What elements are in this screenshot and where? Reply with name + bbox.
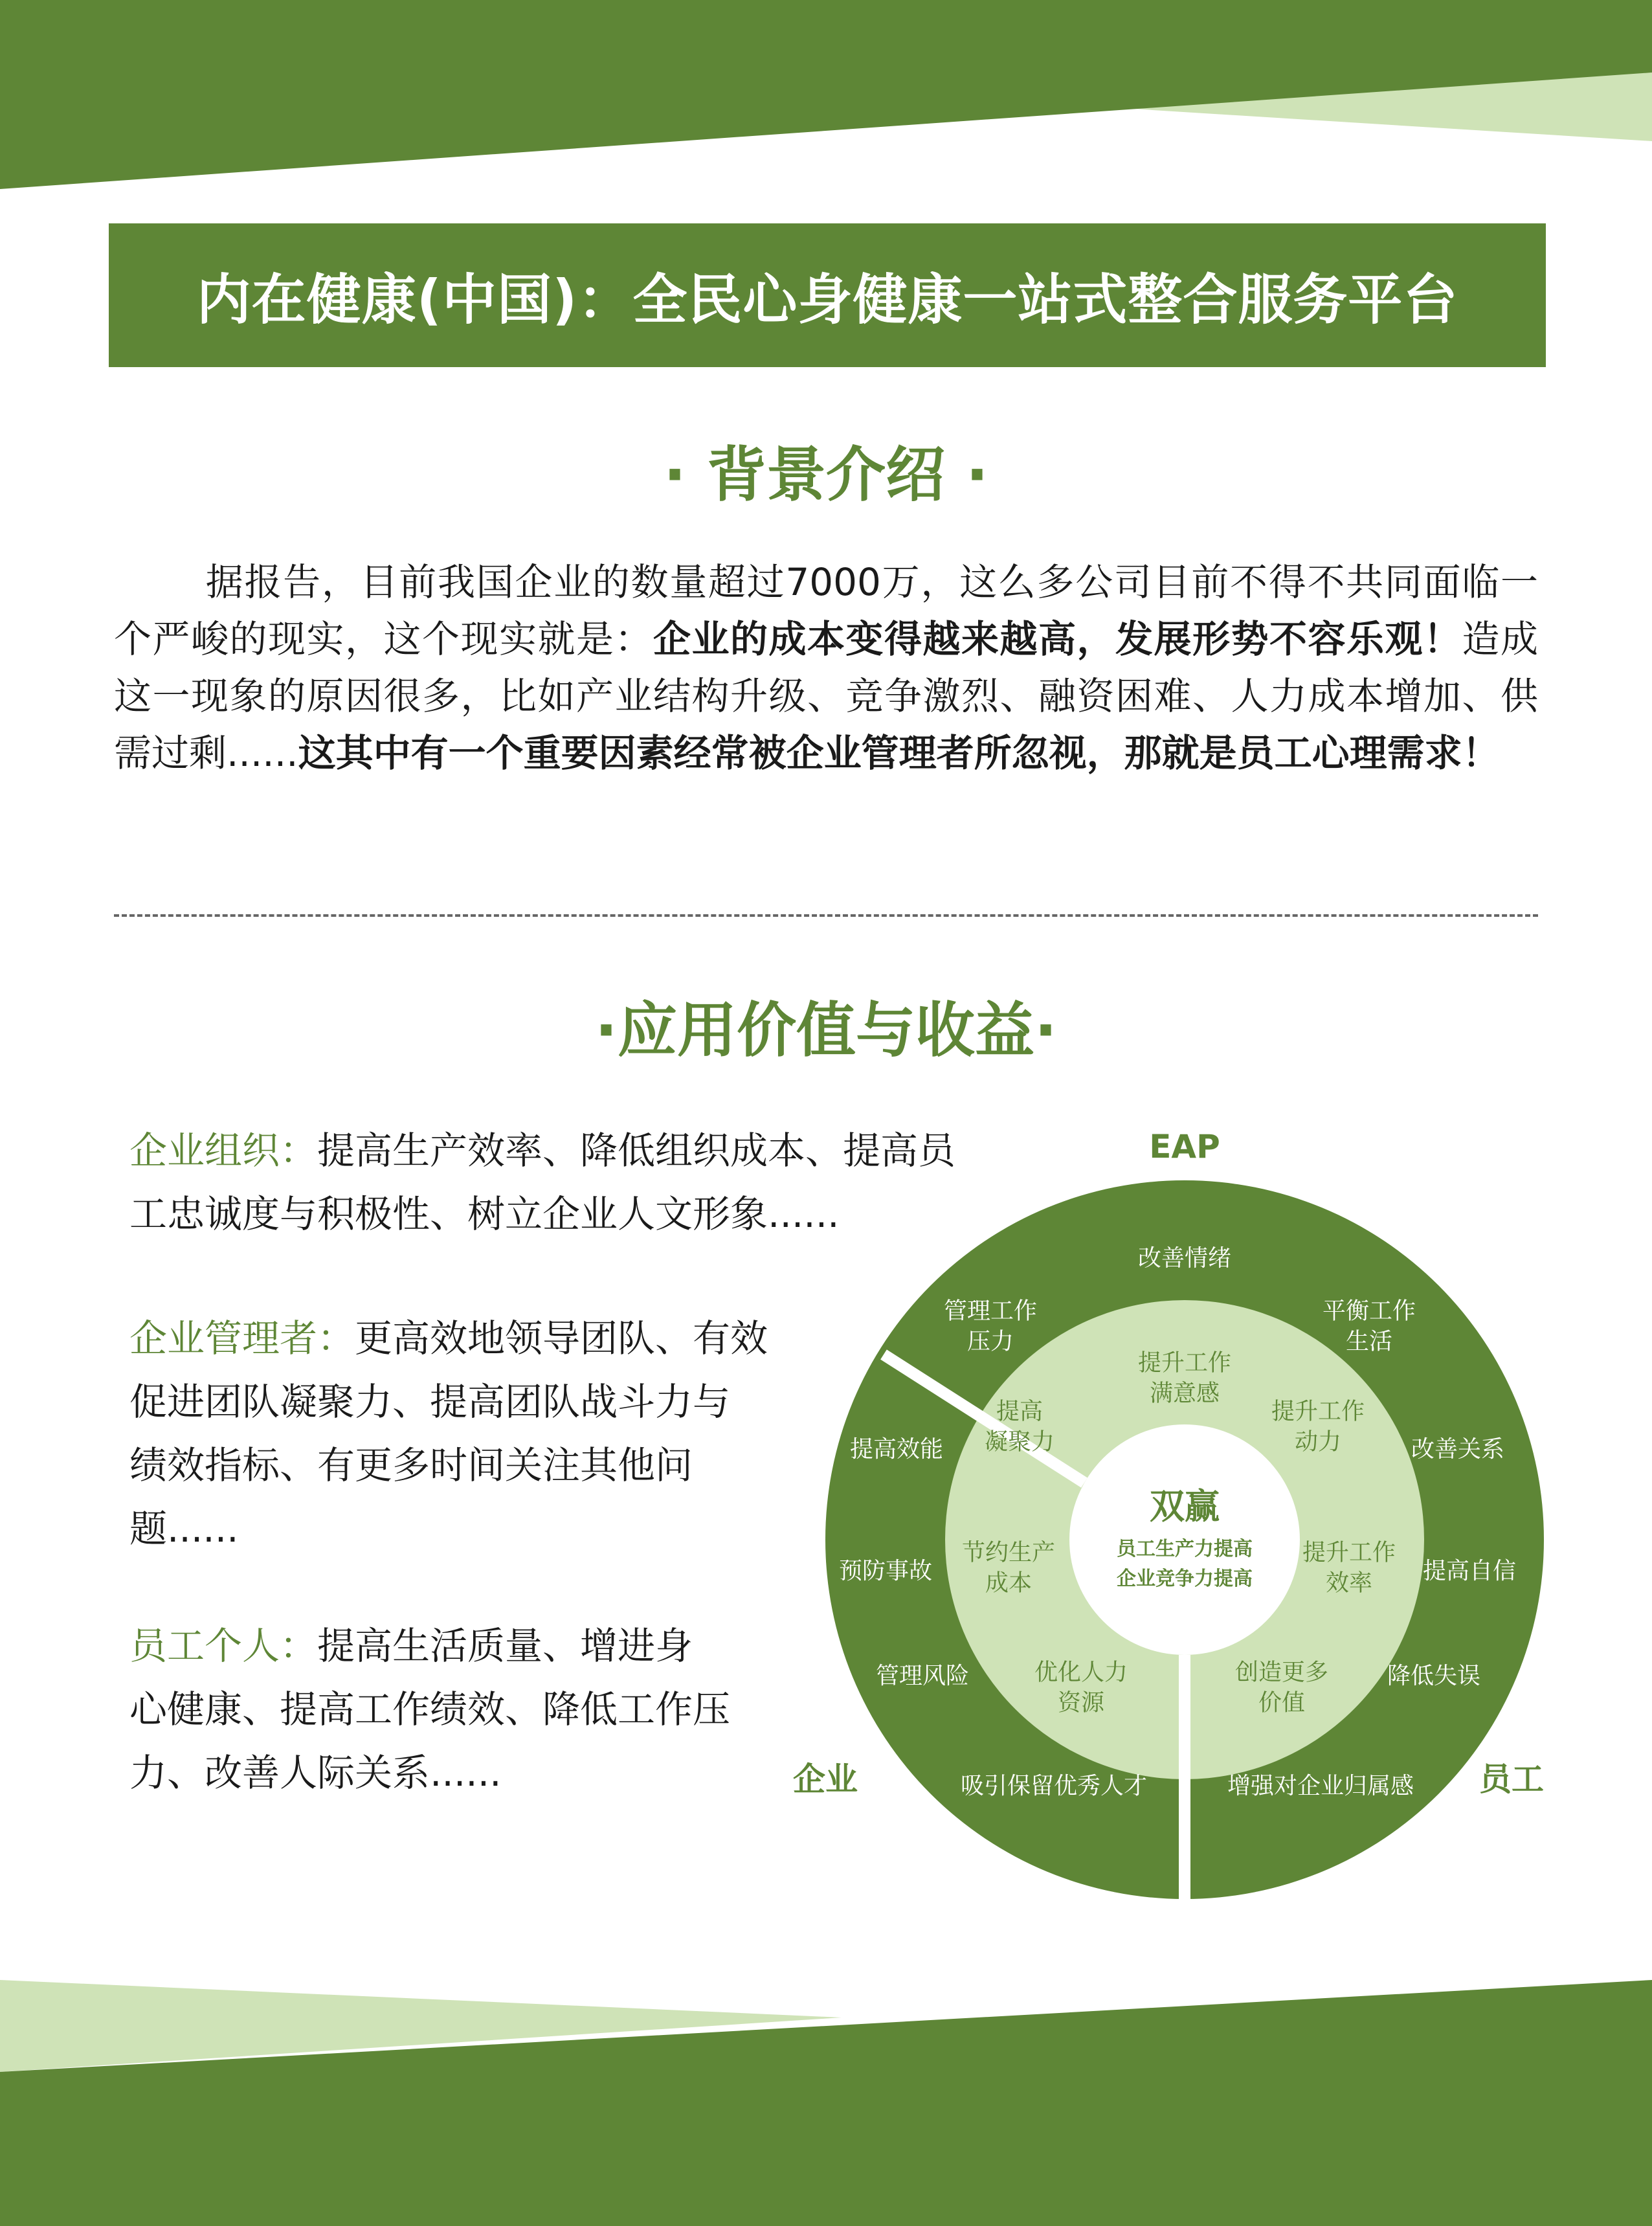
benefit-line: 提高生活质量、增进身 (317, 1624, 693, 1668)
outer-ring-label: 平衡工作 (1322, 1298, 1416, 1325)
benefit-label: 企业组织： (129, 1129, 318, 1173)
benefit-line: 工忠诚度与积极性、树立企业人文形象...... (129, 1192, 840, 1236)
inner-ring-label: 节约生产 (961, 1539, 1056, 1566)
dashed-divider (114, 914, 1538, 917)
outer-ring-label: 增强对企业归属感 (1227, 1773, 1414, 1799)
outer-ring-label: 提高效能 (849, 1436, 944, 1463)
outer-ring-label: 改善关系 (1411, 1436, 1505, 1463)
outer-ring-label: 提高自信 (1422, 1558, 1517, 1584)
center-line-2: 企业竞争力提高 (1117, 1568, 1253, 1590)
inner-ring-label: 提升工作 (1137, 1349, 1232, 1377)
eap-label: EAP (1149, 1128, 1220, 1165)
background-text-3: 造成这一现象的原因很多，比如产业结构升级、竞争激烈、融资困难、人力成本增加、供需过剩...... (114, 617, 1538, 775)
outer-ring-label: 预防事故 (838, 1558, 933, 1584)
benefit-line: 更高效地领导团队、有效 (355, 1316, 768, 1360)
outer-ring-label: 吸引保留优秀人才 (960, 1773, 1148, 1799)
benefit-employee (129, 1614, 730, 1804)
outer-ring-label: 生活 (1345, 1328, 1393, 1355)
benefit-line: 心健康、提高工作绩效、降低工作压 (129, 1687, 731, 1731)
inner-ring-label: 提高 (996, 1398, 1044, 1425)
benefit-line: 题...... (129, 1507, 239, 1551)
inner-ring-label: 价值 (1258, 1689, 1306, 1716)
benefit-label: 员工个人： (129, 1624, 318, 1668)
outer-ring-label: 管理风险 (875, 1663, 970, 1689)
benefit-line: 促进团队凝聚力、提高团队战斗力与 (129, 1380, 731, 1424)
benefit-line: 力、改善人际关系...... (129, 1751, 502, 1795)
top-decorative-band (0, 0, 1652, 194)
center-title: 双赢 (1150, 1486, 1220, 1527)
background-paragraph (114, 554, 1538, 781)
background-text-4-bold: 这其中有一个重要因素经常被企业管理者所忽视，那就是员工心理需求！ (298, 731, 1500, 775)
enterprise-label: 企业 (793, 1760, 858, 1798)
bottom-decorative-band (0, 1968, 1652, 2226)
background-text-1: 据报告，目前我国企业的数量超过7000万，这么多公司目前不得不共同面临一个严峻的现实，这个现实就是： (114, 560, 1538, 661)
outer-ring-label: 管理工作 (943, 1298, 1038, 1325)
background-heading: · 背景介绍 · (664, 440, 988, 510)
outer-ring-label: 改善情绪 (1137, 1245, 1232, 1272)
benefit-manager (129, 1307, 768, 1560)
eap-win-win-diagram (777, 1114, 1592, 1929)
employee-label: 员工 (1479, 1760, 1544, 1798)
inner-ring-label: 效率 (1325, 1569, 1373, 1597)
page-title-banner (109, 223, 1546, 367)
benefit-line: 提高生产效率、降低组织成本、提高员 (317, 1129, 956, 1173)
background-text-2-bold: 企业的成本变得越来越高，发展形势不容乐观！ (653, 617, 1462, 661)
inner-ring-label: 优化人力 (1034, 1659, 1128, 1686)
inner-ring-label: 提升工作 (1302, 1539, 1396, 1566)
inner-ring-label: 满意感 (1149, 1380, 1220, 1407)
page-title: 内在健康(中国)：全民心身健康一站式整合服务平台 (196, 267, 1458, 332)
outer-ring-label: 压力 (966, 1328, 1014, 1355)
benefit-line: 绩效指标、有更多时间关注其他问 (129, 1443, 693, 1487)
inner-ring-label: 凝聚力 (984, 1428, 1055, 1456)
center-line-1: 员工生产力提高 (1117, 1538, 1253, 1560)
value-heading: ·应用价值与收益· (595, 996, 1057, 1065)
inner-ring-label: 动力 (1294, 1428, 1342, 1456)
inner-ring-label: 资源 (1057, 1689, 1105, 1716)
inner-ring-label: 提升工作 (1271, 1398, 1365, 1425)
benefit-label: 企业管理者： (129, 1316, 355, 1360)
outer-ring-label: 降低失误 (1387, 1663, 1481, 1689)
inner-ring-label: 创造更多 (1234, 1659, 1329, 1686)
inner-ring-label: 成本 (985, 1569, 1032, 1597)
